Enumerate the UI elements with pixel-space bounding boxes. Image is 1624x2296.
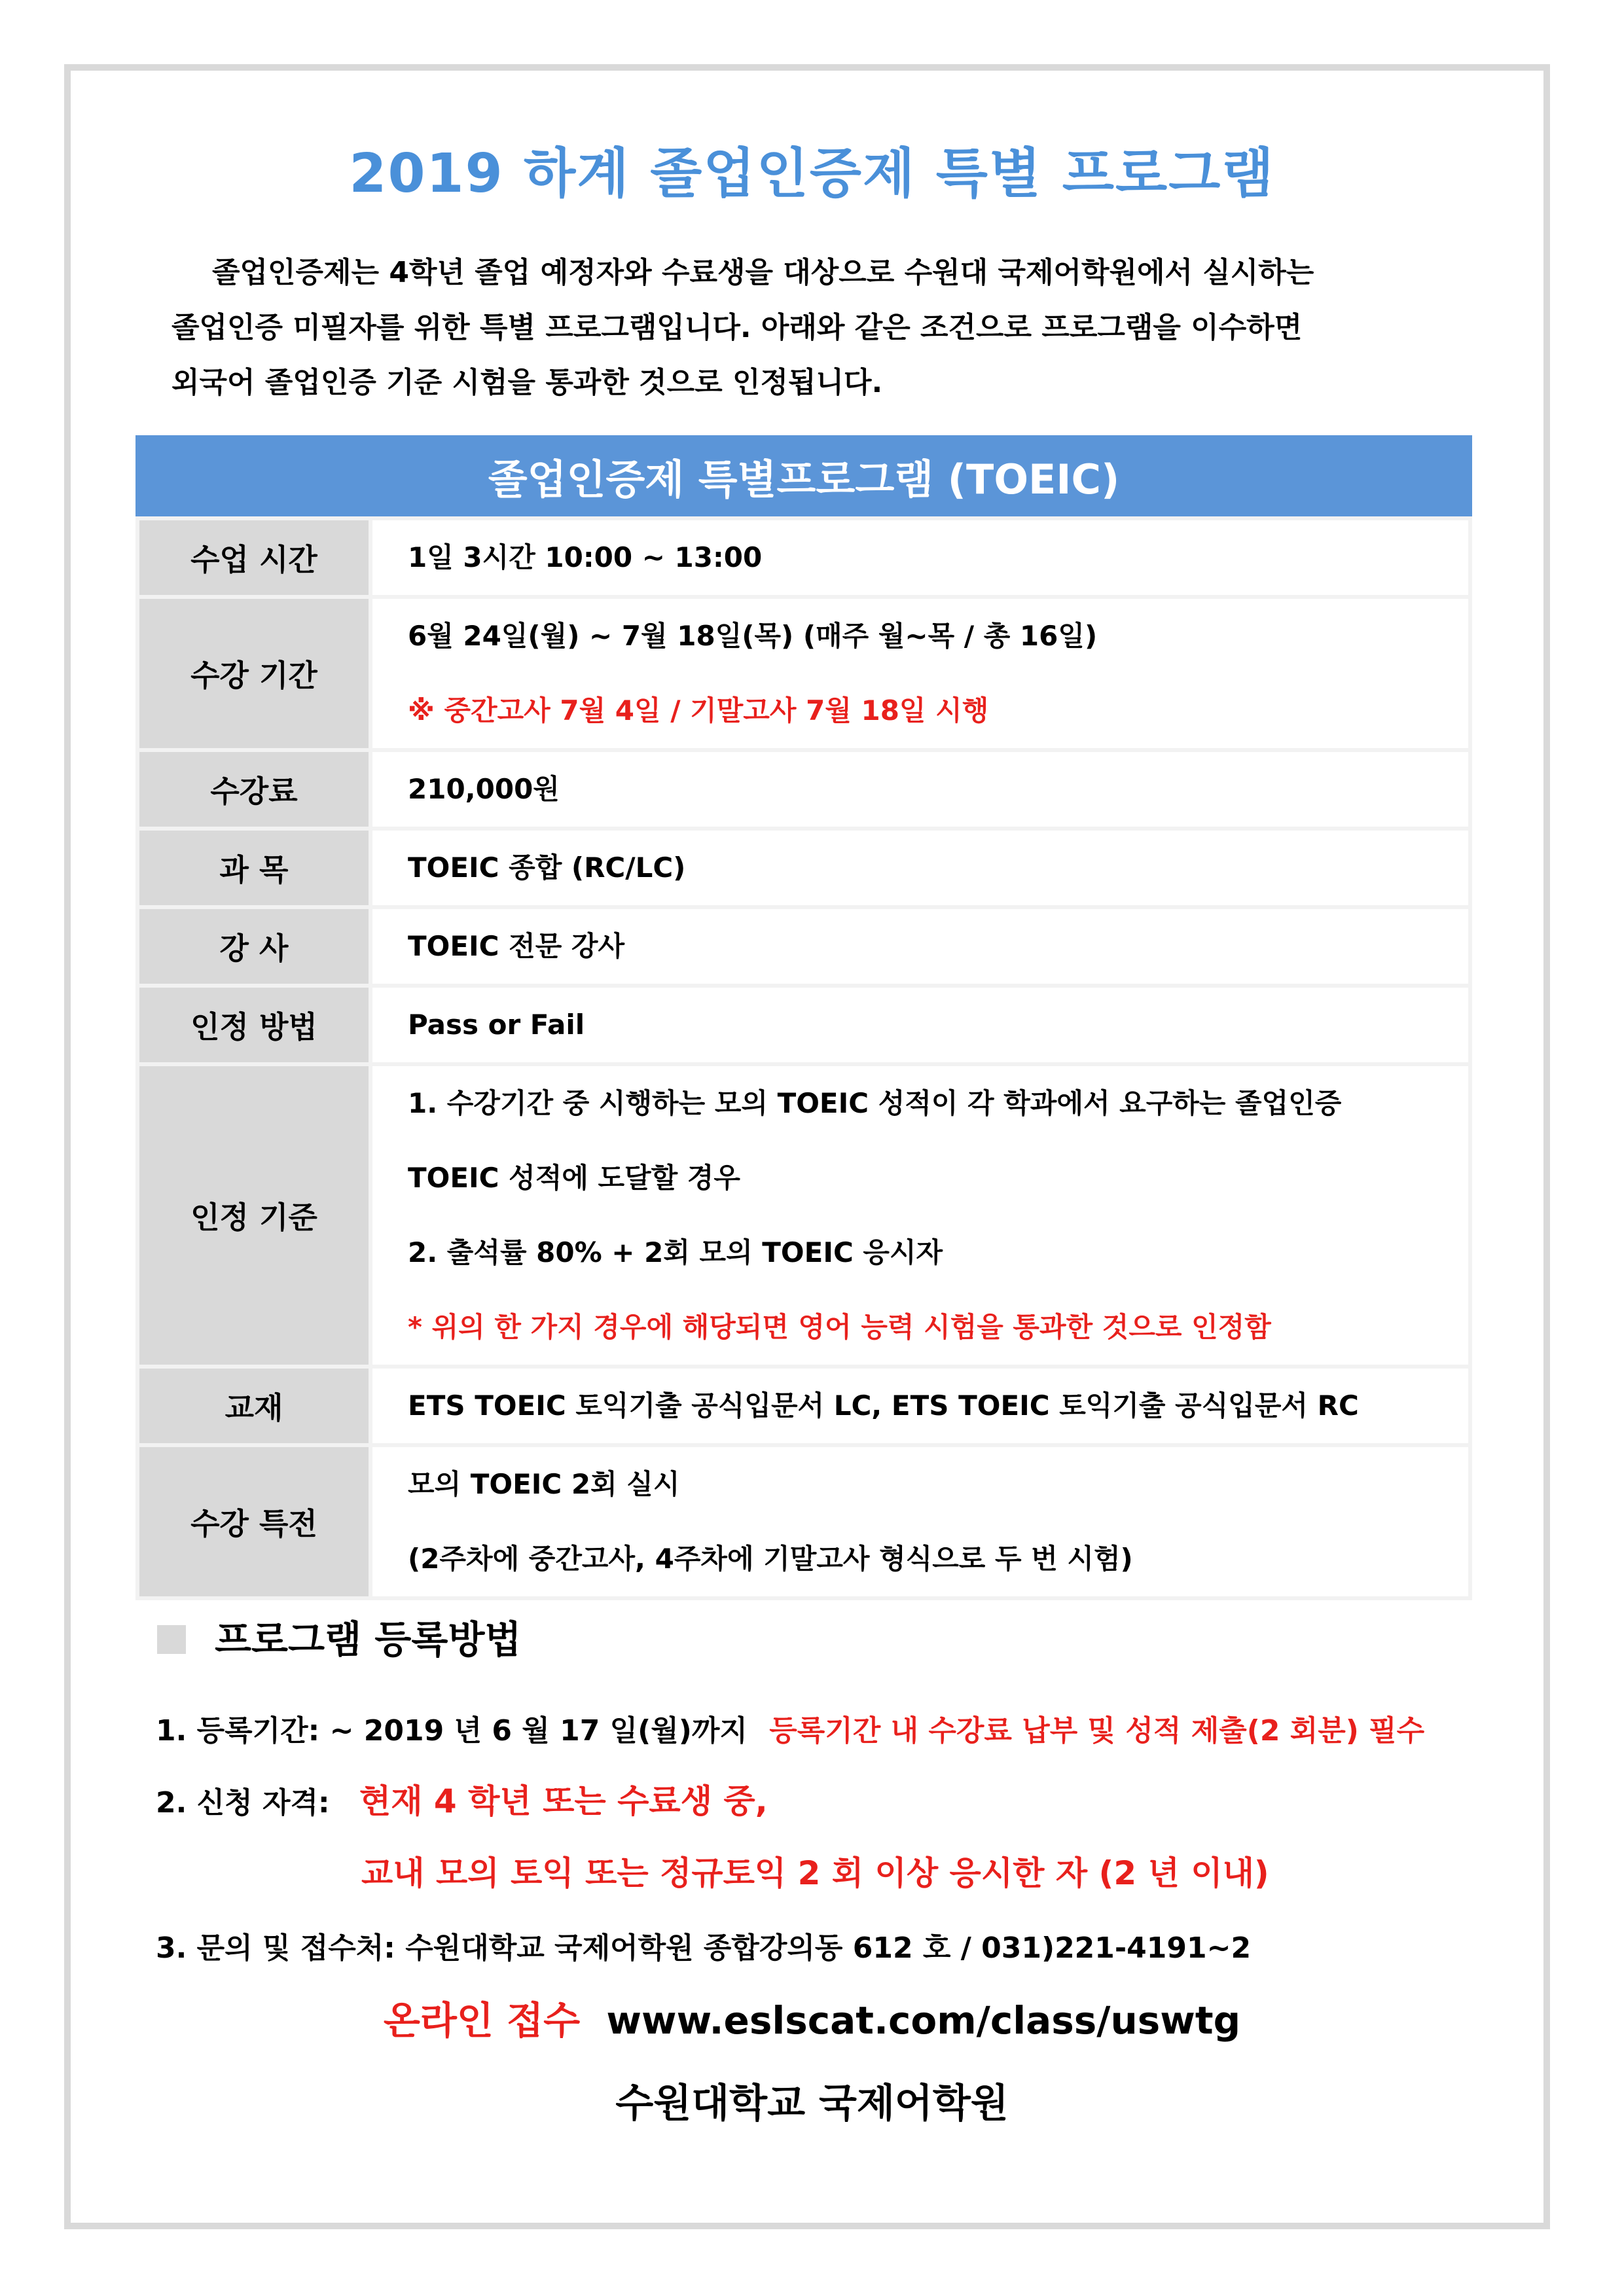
intro-line-2: 졸업인증 미필자를 위한 특별 프로그램입니다. 아래와 같은 조건으로 프로그램을 이수하면 — [171, 311, 1303, 344]
eligibility-line-1: 현재 4 학년 또는 수료생 중, — [359, 1782, 768, 1820]
online-registration — [0, 1990, 1624, 2045]
row-value-textbook — [372, 1369, 1472, 1447]
row-value-benefit — [372, 1447, 1472, 1600]
intro-paragraph — [171, 245, 1468, 410]
table-row — [135, 1369, 1472, 1447]
value-line: Pass or Fail — [408, 1009, 585, 1041]
row-value-instructor — [372, 909, 1472, 988]
row-label-method: 인정 방법 — [135, 988, 372, 1066]
row-value-class-time — [372, 520, 1472, 599]
value-line: ETS TOEIC 토익기출 공식입문서 LC, ETS TOEIC 토익기출 공식입문서 RC — [408, 1390, 1359, 1422]
registration-heading-text: 프로그램 등록방법 — [215, 1617, 522, 1662]
row-value-method — [372, 988, 1472, 1066]
row-label-fee: 수강료 — [135, 752, 372, 831]
value-line: 1. 수강기간 중 시행하는 모의 TOEIC 성적이 각 학과에서 요구하는 졸업인증 — [408, 1087, 1342, 1119]
value-line: 2. 출석률 80% + 2회 모의 TOEIC 응시자 — [408, 1236, 943, 1268]
registration-item-eligibility — [156, 1775, 768, 1822]
value-line: (2주차에 중간고사, 4주차에 기말고사 형식으로 두 번 시험) — [408, 1543, 1133, 1575]
intro-line-3: 외국어 졸업인증 기준 시험을 통과한 것으로 인정됩니다. — [171, 366, 883, 399]
row-label-benefit: 수강 특전 — [135, 1447, 372, 1600]
row-value-criteria — [372, 1066, 1472, 1369]
value-line: 210,000원 — [408, 773, 560, 805]
eligibility-line-2: 교내 모의 토익 또는 정규토익 2 회 이상 응시한 자 (2 년 이내) — [361, 1854, 1269, 1892]
table-row — [135, 1066, 1472, 1369]
registration-heading — [157, 1609, 521, 1664]
table-row — [135, 752, 1472, 831]
table-row — [135, 520, 1472, 599]
program-table-header: 졸업인증제 특별프로그램 (TOEIC) — [135, 435, 1472, 520]
value-line: TOEIC 전문 강사 — [408, 930, 625, 962]
value-line: 1일 3시간 10:00 ~ 13:00 — [408, 541, 763, 573]
row-label-instructor: 강 사 — [135, 909, 372, 988]
row-label-textbook: 교재 — [135, 1369, 372, 1447]
value-line: TOEIC 성적에 도달할 경우 — [408, 1162, 740, 1194]
period-text: 1. 등록기간: ~ 2019 년 6 월 17 일(월)까지 — [156, 1714, 748, 1748]
period-note: 등록기간 내 수강료 납부 및 성적 제출(2 회분) 필수 — [769, 1714, 1425, 1748]
row-value-subject — [372, 831, 1472, 909]
row-value-period — [372, 599, 1472, 752]
program-table — [135, 435, 1472, 1600]
row-value-fee — [372, 752, 1472, 831]
square-bullet-icon — [157, 1625, 186, 1654]
table-row — [135, 599, 1472, 752]
page-title: 2019 하계 졸업인증제 특별 프로그램 — [349, 143, 1275, 205]
row-label-period: 수강 기간 — [135, 599, 372, 752]
exam-schedule-note: ※ 중간고사 7월 4일 / 기말고사 7월 18일 시행 — [408, 694, 989, 726]
value-line: TOEIC 종합 (RC/LC) — [408, 852, 686, 884]
criteria-note: * 위의 한 가지 경우에 해당되면 영어 능력 시험을 통과한 것으로 인정함 — [408, 1311, 1271, 1343]
registration-item-period — [156, 1707, 1424, 1749]
table-row — [135, 831, 1472, 909]
intro-line-1: 졸업인증제는 4학년 졸업 예정자와 수료생을 대상으로 수원대 국제어학원에서 실시하는 — [212, 256, 1314, 289]
value-line: 6월 24일(월) ~ 7월 18일(목) (매주 월~목 / 총 16일) — [408, 620, 1098, 652]
row-label-subject: 과 목 — [135, 831, 372, 909]
value-line: 모의 TOEIC 2회 실시 — [408, 1468, 680, 1500]
table-row — [135, 1447, 1472, 1600]
institution-footer: 수원대학교 국제어학원 — [615, 2081, 1009, 2126]
online-url-link[interactable]: www.eslscat.com/class/uswtg — [606, 1998, 1241, 2043]
row-label-class-time: 수업 시간 — [135, 520, 372, 599]
registration-item-contact: 3. 문의 및 접수처: 수원대학교 국제어학원 종합강의동 612 호 / 031)221-4191~2 — [156, 1931, 1252, 1965]
online-label: 온라인 접수 — [383, 1998, 581, 2043]
table-row — [135, 988, 1472, 1066]
eligibility-label: 2. 신청 자격: — [156, 1786, 330, 1820]
row-label-criteria: 인정 기준 — [135, 1066, 372, 1369]
table-row — [135, 909, 1472, 988]
